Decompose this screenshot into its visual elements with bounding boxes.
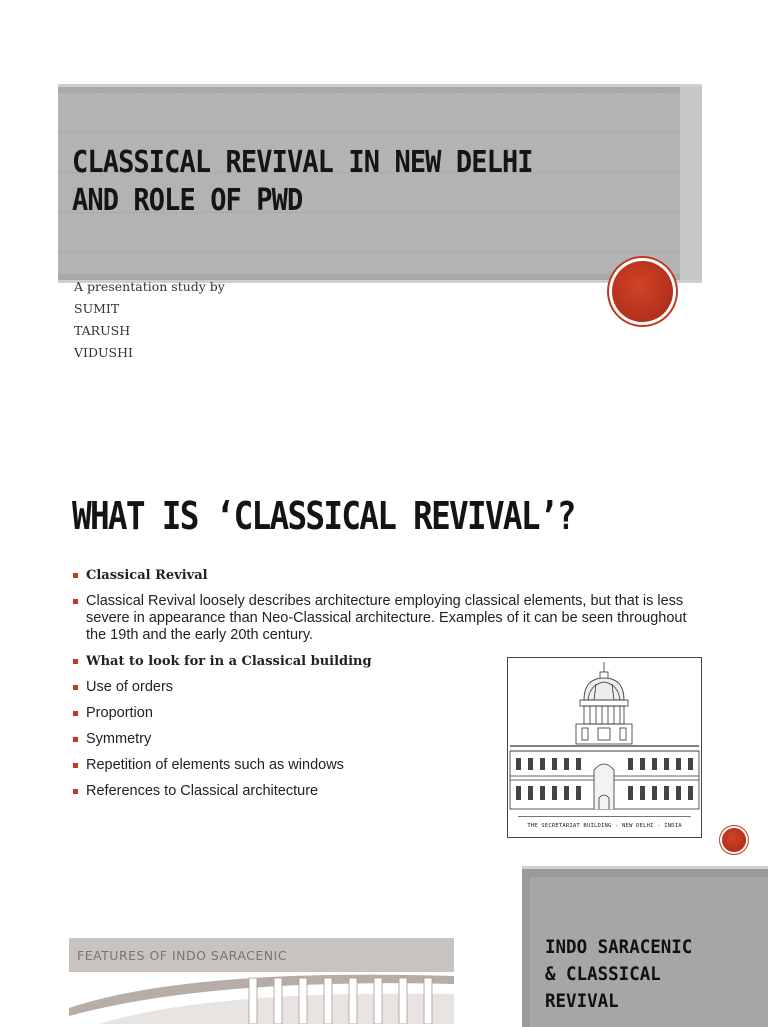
author-name: TARUSH	[74, 323, 131, 338]
colonnade-illustration	[69, 938, 454, 1024]
slide1-title	[72, 144, 533, 220]
slide1-title-line2: AND ROLE OF PWD	[72, 183, 303, 218]
building-drawing	[508, 658, 701, 818]
bullet-item: Use of orders	[72, 679, 712, 696]
slide3-title-line3: REVIVAL	[545, 990, 619, 1012]
author-list	[74, 276, 225, 364]
slide4-thumbnail	[69, 938, 454, 1024]
bullet-item: Classical Revival	[72, 567, 712, 584]
bullet-item: Repetition of elements such as windows	[72, 757, 712, 774]
byline: A presentation study by	[74, 279, 225, 294]
caption-divider	[518, 816, 691, 817]
red-circle-decoration	[612, 261, 673, 322]
slide3-title-line1: INDO SARACENIC	[545, 936, 693, 958]
figure-caption: THE SECRETARIAT BUILDING - NEW DELHI - INDIA	[527, 823, 682, 829]
bullet-item: Classical Revival loosely describes architecture employing classical elements, but that is less severe in appearance than Neo-Classical architecture. Examples of it can be seen throughout the 19th and the early 20th century.	[72, 593, 706, 644]
bullet-item: Proportion	[72, 705, 712, 722]
bullet-item: What to look for in a Classical building	[72, 653, 712, 670]
author-name: SUMIT	[74, 301, 120, 316]
slide3-title	[545, 934, 692, 1015]
slide4-heading: FEATURES OF INDO SARACENIC	[77, 948, 288, 963]
red-circle-decoration-small	[722, 828, 746, 852]
slide1-title-line1: CLASSICAL REVIVAL IN NEW DELHI	[72, 145, 533, 180]
banner-stripe	[680, 87, 702, 280]
slide3-title-line2: & CLASSICAL	[545, 963, 661, 985]
author-name: VIDUSHI	[74, 345, 133, 360]
secretariat-building-image	[507, 657, 702, 838]
bullet-item: Symmetry	[72, 731, 712, 748]
bullet-item: References to Classical architecture	[72, 783, 712, 800]
slide2-title: WHAT IS ‘CLASSICAL REVIVAL’?	[72, 494, 575, 538]
